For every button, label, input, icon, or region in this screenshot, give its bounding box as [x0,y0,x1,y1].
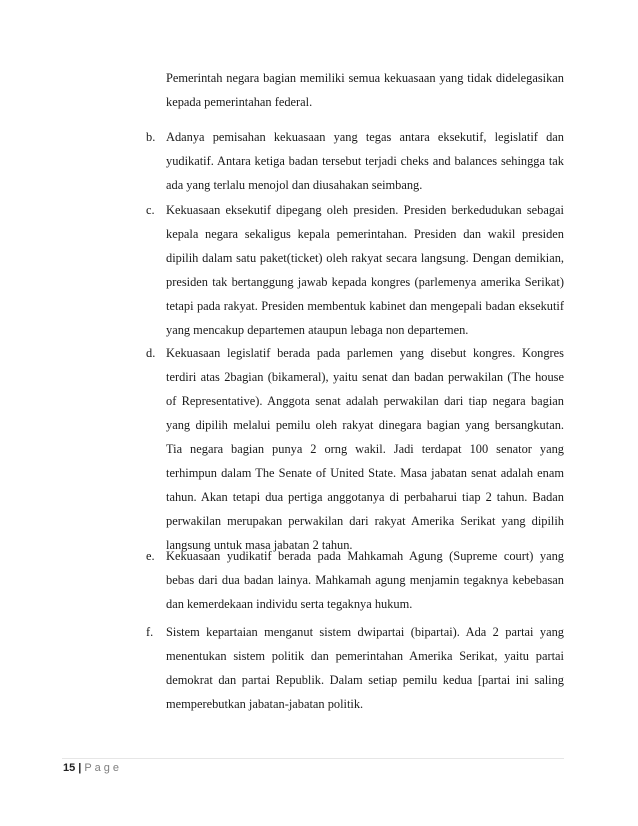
text-line: menentukan sistem politik dan pemerintahan Amerika Serikat, yaitu partai [166,649,564,663]
text-line: terdiri atas 2bagian (bikameral), yaitu senat dan badan perwakilan (The house [166,370,564,384]
list-marker: e. [146,549,155,563]
list-item-d [146,341,564,557]
list-item-b [146,125,564,197]
text-line: of Representative). Anggota senat adalah perwakilan dari tiap negara bagian [166,394,564,408]
text-line: presiden tak bertanggung jawab kepada kongres (parlemenya amerika Serikat) [166,275,564,289]
text-line: Tia negara bagian punya 2 orng wakil. Jadi terdapat 100 senator yang [166,442,564,456]
page-footer [63,762,122,774]
footer-separator: | [78,762,82,774]
text-line: kepala negara sekaligus kepala pemerintahan. Presiden dan wakil presiden [166,227,564,241]
text-line: perwakilan merupakan perwakilan dari rakyat Amerika Serikat yang dipilih [166,514,564,528]
text-line: kepada pemerintahan federal. [166,95,313,109]
list-marker: f. [146,625,154,639]
text-line: yang dipilih melalui pemilu oleh rakyat dinegara bagian yang bersangkutan. [166,418,564,432]
text-line: Adanya pemisahan kekuasaan yang tegas antara eksekutif, legislatif dan [166,130,564,144]
text-line: tetapi pada rakyat. Presiden membentuk kabinet dan mengepali badan eksekutif [166,299,564,313]
list-marker: c. [146,203,155,217]
text-line: Kekuasaan yudikatif berada pada Mahkamah Agung (Supreme court) yang [166,549,564,563]
page-label: Page [84,762,123,774]
text-line: terhimpun dalam The Senate of United State. Masa jabatan senat adalah enam [166,466,564,480]
text-line: dan kemerdekaan individu serta tegaknya hukum. [166,597,413,611]
list-item-c [146,198,564,342]
text-line: demokrat dan partai Republik. Dalam setiap pemilu kedua [partai ini saling [166,673,564,687]
text-line: langsung untuk masa jabatan 2 tahun. [166,538,353,552]
text-line: yang mencakup departemen ataupun lebaga non departemen. [166,323,469,337]
list-marker: b. [146,130,156,144]
continuation-paragraph [146,66,564,114]
text-line: Pemerintah negara bagian memiliki semua kekuasaan yang tidak didelegasikan [166,71,564,85]
text-line: memperebutkan jabatan-jabatan politik. [166,697,364,711]
footer-divider [62,758,564,759]
page-number: 15 [63,762,76,774]
text-line: ada yang terlalu menojol dan diusahakan seimbang. [166,178,423,192]
text-line: dipilih dalam satu paket(ticket) oleh rakyat secara langsung. Dengan demikian, [166,251,564,265]
list-item-f [146,620,564,716]
list-marker: d. [146,346,156,360]
text-line: yudikatif. Antara ketiga badan tersebut terjadi cheks and balances sehingga tak [166,154,564,168]
text-line: Kekuasaan legislatif berada pada parlemen yang disebut kongres. Kongres [166,346,564,360]
list-item-e [146,544,564,616]
text-line: Sistem kepartaian menganut sistem dwipartai (bipartai). Ada 2 partai yang [166,625,564,639]
text-line: tahun. Akan tetapi dua pertiga anggotanya di perbaharui tiap 2 tahun. Badan [166,490,564,504]
text-line: Kekuasaan eksekutif dipegang oleh presiden. Presiden berkedudukan sebagai [166,203,564,217]
text-line: bebas dari dua badan lainya. Mahkamah agung menjamin tegaknya kebebasan [166,573,564,587]
